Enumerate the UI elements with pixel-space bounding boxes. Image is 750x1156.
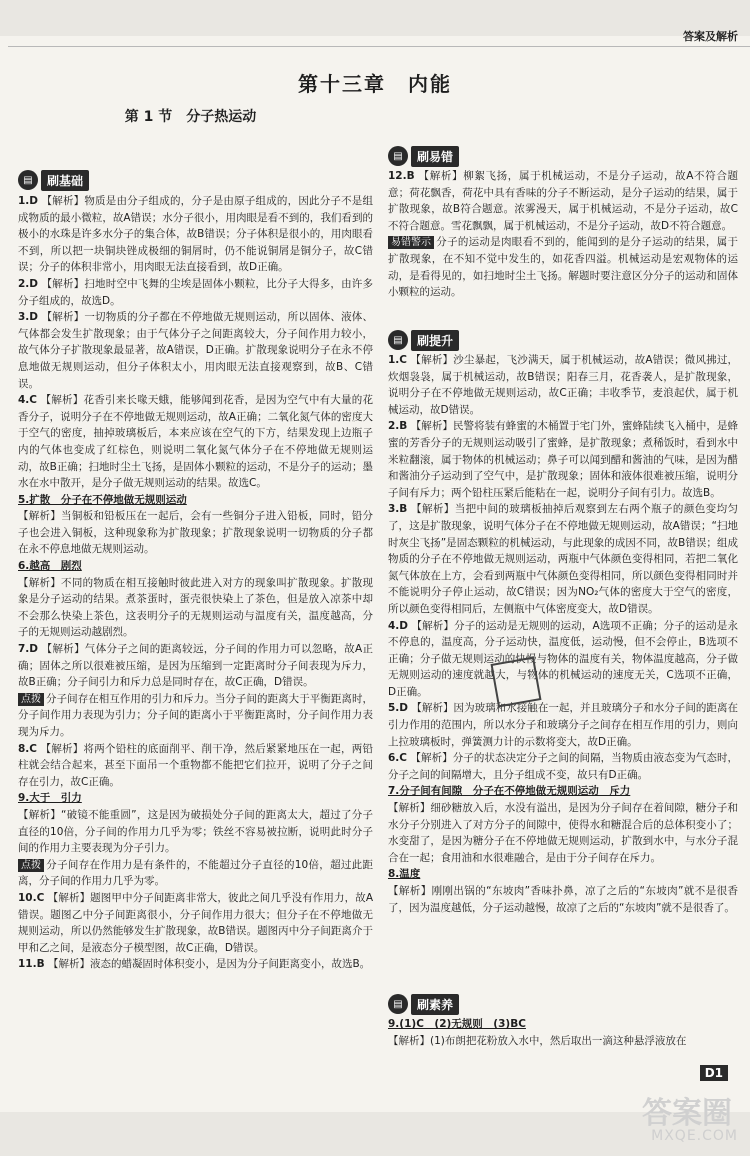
right-column-improve (388, 352, 738, 916)
answer-number: 1.C (388, 354, 408, 366)
answer-item (388, 750, 738, 783)
answer-item (388, 352, 738, 418)
answer-item (388, 418, 738, 501)
header-label: 答案及解析 (683, 30, 738, 43)
tip-label: 点拨 (18, 859, 44, 872)
answer-text: 【解析】当把中间的玻璃板抽掉后观察到左右两个瓶子的颜色变均匀了，这是扩散现象，说明气体分子在不停地做无规则运动，故A错误；“扫地时灰尘飞扬”是固态颗粒的机械运动，与此现象的成因不同，故B错误；组成物质的分子在不停地做无规则运动，两瓶中气体颜色变得相同，若把二氧化氮气体放在上方，会看到两瓶中气体颜色变得相同，所以颜色变得相同时并不能说明分子停止运动，故C错误；因为NO₂气体的密度大于空气的密度，所以颜色变得相同后，左侧瓶中气体密度变大，故D错误。 (388, 503, 738, 615)
tip-item (18, 857, 373, 890)
answer-number: 9.(1)C (2)无规则 (3)BC (388, 1018, 526, 1030)
right-column-literacy (388, 1016, 738, 1049)
answer-number: 8.温度 (388, 868, 421, 881)
answer-text: 【解析】刚刚出锅的“东坡肉”香味扑鼻，凉了之后的“东坡肉”就不是很香了，因为温度越低，分子运动越慢，故凉了之后的“东坡肉”就不是很香了。 (388, 885, 738, 914)
answer-text: 【解析】柳絮飞扬，属于机械运动，不是分子运动，故A不符合题意；荷花飘香，荷花中具有香味的分子不断运动，是分子运动的结果，属于扩散现象，故B符合题意。浓雾漫天，属于机械运动，不是分子运动，故C不符合题意。雪花飘飘，属于机械运动，不是分子运动，故D不符合题意。 (388, 170, 738, 232)
answer-number: 2.B (388, 420, 408, 433)
answer-text: 【解析】“破镜不能重圆”，这是因为破损处分子间的距离太大，超过了分子直径的10倍，分子间的作用力几乎为零；铁丝不容易被拉断，说明此时分子间的作用力主要表现为分子引力。 (18, 808, 373, 855)
answer-text: 【解析】花香引来长喙天蛾，能够闻到花香，是因为空气中有大量的花香分子，说明分子在不停地做无规则运动，故A正确；二氧化氮气体的密度大于空气的密度，抽掉玻璃板后，本来应该在空气的下方，结果发现上边瓶子内的气体也变成了红棕色，则说明二氧化氮气体分子在不停地做无规则运动，故B正确；扫地时尘土飞扬，是固体小颗粒的运动，不是分子的运动；墨水在水中散开，是分子做无规则运动的结果。故选C。 (18, 394, 374, 490)
answer-number: 6.越高 剧烈 (18, 560, 82, 573)
answer-text: 【解析】题图甲中分子间距离非常大，彼此之间几乎没有作用力，故A错误。题图乙中分子间距离很小，分子间作用力很大；但分子在不停地做无规则运动，所以仍然能够发生扩散现象，故B错误。题图丙中分子间距离介于甲和乙之间，是液态分子模型图，故C正确，D错误。 (18, 891, 374, 954)
answer-text: 【解析】当铜板和铅板压在一起后，会有一些铜分子进入铅板，同时，铅分子也会进入铜板，这种现象称为扩散现象；扩散现象说明一切物质的分子都在永不停息地做无规则运动。 (18, 510, 373, 556)
tip-label: 易错警示 (388, 236, 434, 249)
answer-item (388, 1016, 738, 1049)
answer-text: 【解析】(1)布朗把花粉放入水中，然后取出一滴这种悬浮液放在 (388, 1034, 687, 1047)
answer-number: 8.C (18, 742, 38, 755)
ink-stamp (491, 657, 542, 708)
answer-number: 6.C (388, 752, 408, 765)
book-icon: ▤ (18, 170, 38, 190)
chapter-title: 第十三章 内能 (298, 72, 452, 96)
answer-item (18, 276, 373, 309)
answer-number: 5.扩散 分子在不停地做无规则运动 (18, 493, 187, 506)
left-column (18, 193, 373, 973)
answer-item (18, 956, 373, 973)
tag-basic-label: 刷基础 (41, 170, 89, 191)
answer-item (18, 641, 373, 691)
tip-label: 点拨 (18, 693, 44, 706)
answer-text: 【解析】将两个铅柱的底面削平、削干净，然后紧紧地压在一起，两铅柱就会结合起来，甚至下面吊一个重物都不能把它们拉开，说明了分子之间存在引力，故C正确。 (18, 742, 374, 788)
tag-basic (18, 170, 373, 190)
answer-number: 7.分子间有间隙 分子在不停地做无规则运动 斥力 (388, 785, 631, 798)
book-icon: ▤ (388, 330, 408, 350)
tip-item (388, 234, 738, 300)
tip-text: 分子间存在作用力是有条件的，不能超过分子直径的10倍，超过此距离，分子间的作用力几乎为零。 (18, 858, 373, 888)
answer-text: 【解析】液态的蜡凝固时体积变小，是因为分子间距离变小，故选B。 (47, 958, 371, 971)
answer-number: 4.D (388, 619, 409, 632)
book-icon: ▤ (388, 994, 408, 1014)
answer-number: 9.大于 引力 (18, 792, 82, 805)
tag-improve (388, 330, 740, 350)
right-column-error (388, 168, 738, 301)
answer-text: 【解析】物质是由分子组成的，分子是由原子组成的，因此分子不是组成物质的最小微粒，故A错误；水分子很小，用肉眼是看不到的，我们看到的极小的水珠是许多水分子的集合体，故B错误；分子体积是很小的，用肉眼看不到，所以把一块铜块锉成极细的铜屑时，仍不能说铜屑是铜分子，故C错误；分子的体积非常小，用肉眼无法直接看到，故D正确。 (18, 195, 374, 274)
answer-number: 7.D (18, 643, 39, 656)
answer-text: 【解析】气体分子之间的距离较远，分子间的作用力可以忽略，故A正确；固体之所以很难被压缩，是因为压缩到一定距离时分子间表现为斥力，故B正确；分子间引力和斥力总是同时存在，故C正确，D错误。 (18, 643, 374, 689)
tip-text: 分子间存在相互作用的引力和斥力。当分子间的距离大于平衡距离时，分子间作用力表现为引力；分子间的距离小于平衡距离时，分子间作用力表现为斥力。 (18, 692, 373, 738)
answer-text: 【解析】沙尘暴起，飞沙满天，属于机械运动，故A错误；微风拂过，炊烟袅袅，属于机械运动，故B错误；阳春三月，花香袭人，是扩散现象，说明分子在不停地做无规则运动，故C正确；丰收季节，麦浪起伏，属于机械运动，故D错误。 (388, 354, 738, 416)
answer-text: 【解析】分子的运动是无规则的运动，A选项不正确；分子的运动是永不停息的，温度高，分子运动快，温度低，运动慢，但不会停止，B选项不正确；分子做无规则运动的快慢与物体的温度有关，物体温度越高，分子做无规则运动的速度就越大，与物体的机械运动的速度无关，C选项不正确，D正确。 (388, 619, 738, 698)
answer-item (18, 492, 373, 558)
answer-number: 11.B (18, 958, 45, 971)
answer-item (388, 618, 738, 701)
book-icon: ▤ (388, 146, 408, 166)
answer-text: 【解析】不同的物质在相互接触时彼此进入对方的现象叫扩散现象。扩散现象是分子运动的结果。煮茶蛋时，蛋壳很快染上了茶色，但是放入凉茶中却不会那么快染上茶色，这表明分子的无规则运动与温度有关，温度越高，分子的无规则运动越剧烈。 (18, 576, 373, 639)
answer-number: 5.D (388, 702, 409, 715)
answer-number: 12.B (388, 170, 415, 182)
tip-text: 分子的运动是肉眼看不到的，能闻到的是分子运动的结果，属于扩散现象，在不知不觉中发生的，如花香四溢。机械运动是宏观物体的运动，是看得见的，如扫地时尘土飞扬。解题时要注意区分分子的运动和固体小颗粒的运动。 (388, 236, 738, 299)
section-title: 第 1 节 分子热运动 (124, 109, 257, 125)
answer-item (18, 193, 373, 276)
tag-error (388, 146, 740, 166)
answer-text: 【解析】一切物质的分子都在不停地做无规则运动，所以固体、液体、气体都会发生扩散现象；由于气体分子之间距离较大，分子间作用力较小，故气体分子扩散现象最显著，故A错误，D正确。扩散现象说明分子在永不停息地做无规则运动，但分子体积太小，用肉眼无法直接观察到，故B、C错误。 (18, 311, 374, 390)
tag-improve-label: 刷提升 (411, 330, 459, 351)
answer-number: 4.C (18, 394, 38, 407)
tag-literacy (388, 994, 740, 1014)
answer-text: 【解析】民警将装有蜂蜜的木桶置于宅门外，蜜蜂陆续飞入桶中，是蜂蜜的芳香分子的无规则运动吸引了蜜蜂，是扩散现象；煮稀饭时，看到水中米粒翻滚，属于物体的机械运动；鼻子可以闻到醋和酱油的气味，是因为醋和酱油分子运动到了空气中，是扩散现象；固体和液体很难被压缩，说明分子间有斥力；两个铅柱压紧后能粘在一起，说明分子间有引力。故选B。 (388, 420, 739, 499)
answer-number: 2.D (18, 277, 39, 290)
answer-number: 3.D (18, 311, 39, 324)
answer-number: 3.B (388, 503, 408, 516)
answer-item (388, 501, 738, 617)
answer-text: 【解析】因为玻璃和水接触在一起，并且玻璃分子和水分子间的距离在引力作用的范围内，所以水分子和玻璃分子之间存在相互作用的引力，则向上拉玻璃板时，弹簧测力计的示数将变大，故D正确。 (388, 702, 738, 748)
answer-item (18, 392, 373, 492)
page-number: D1 (700, 1065, 728, 1081)
answer-number: 10.C (18, 891, 45, 904)
answer-item (388, 168, 738, 234)
tip-item (18, 691, 373, 741)
answer-text: 【解析】细砂糖放入后，水没有溢出，是因为分子间存在着间隙，糖分子和水分子分别进入了对方分子的间隙中，使得水和糖混合后的总体积变小了；水变甜了，是因为糖分子在不停地做无规则运动，扩散到水中，与水分子混合在一起；食用油和水很难融合，是由于分子间存在斥力。 (388, 802, 738, 864)
answer-item (388, 866, 738, 916)
watermark-logo: 答案圈 (642, 1096, 732, 1131)
answer-item (18, 558, 373, 641)
answer-item (18, 741, 373, 791)
answer-text: 【解析】扫地时空中飞舞的尘埃是固体小颗粒，比分子大得多，由许多分子组成的，故选D。 (18, 277, 374, 307)
answer-item (18, 790, 373, 856)
watermark-url: MXQE.COM (651, 1128, 738, 1144)
header-rule (8, 46, 750, 47)
answer-number: 1.D (18, 195, 39, 207)
answer-item (388, 700, 738, 750)
tag-literacy-label: 刷素养 (411, 994, 459, 1015)
answer-item (18, 890, 373, 956)
answer-item (18, 309, 373, 392)
answer-text: 【解析】分子的状态决定分子之间的间隔，当物质由液态变为气态时，分子之间的间隔增大，且分子组成不变，故只有D正确。 (388, 752, 739, 781)
answer-item (388, 783, 738, 866)
tag-error-label: 刷易错 (411, 146, 459, 167)
